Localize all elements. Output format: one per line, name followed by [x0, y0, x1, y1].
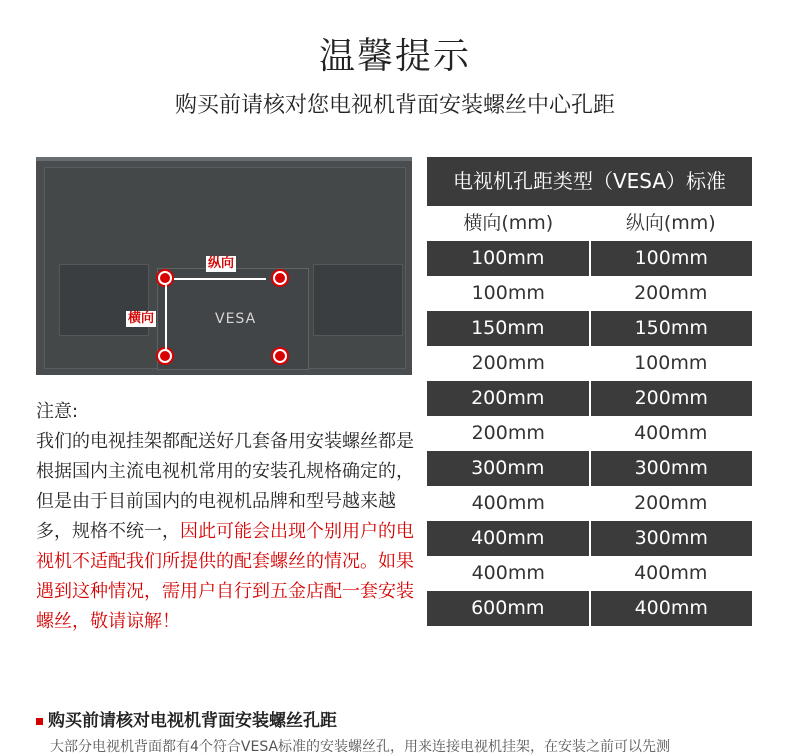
notes-body: 我们的电视挂架都配送好几套备用安装螺丝都是根据国内主流电视机常用的安装孔规格确定的，但是由于目前国内的电视机品牌和型号越来越多，规格不统一，: [36, 431, 414, 542]
section-heading-text: 购买前请核对电视机背面安装螺丝孔距: [48, 711, 337, 731]
table-row: [427, 241, 752, 276]
table-cell-vertical: 400mm: [589, 591, 753, 626]
page-title: 温馨提示: [318, 36, 471, 77]
mount-hole-bottom-left: [158, 349, 172, 363]
table-cell-horizontal: 600mm: [427, 591, 589, 626]
vesa-standard-table: [427, 157, 752, 626]
table-row: [427, 346, 752, 381]
page-subtitle: 购买前请核对您电视机背面安装螺丝中心孔距: [174, 93, 615, 118]
notes-block: [36, 397, 421, 637]
table-cell-vertical: 300mm: [589, 521, 753, 556]
table-cell-horizontal: 200mm: [471, 422, 545, 444]
table-cell-horizontal: 200mm: [427, 381, 589, 416]
table-column-headers: [427, 206, 752, 241]
section-heading: [36, 706, 337, 731]
table-cell-vertical: 150mm: [589, 311, 753, 346]
table-cell-horizontal: 150mm: [427, 311, 589, 346]
section-text: 大部分电视机背面都有4个符合VESA标准的安装螺丝孔，用来连接电视机挂架，在安装之前可以先测: [50, 739, 671, 755]
table-cell-vertical: 400mm: [634, 422, 708, 444]
table-cell-vertical: 200mm: [634, 282, 708, 304]
table-row: [427, 486, 752, 521]
table-cell-vertical: 300mm: [589, 451, 753, 486]
mount-hole-top-left: [158, 271, 172, 285]
table-row: [427, 381, 752, 416]
table-cell-horizontal: 400mm: [471, 492, 545, 514]
table-row: [427, 276, 752, 311]
notes-label: 注意:: [36, 401, 79, 422]
horizontal-tag: 纵向: [208, 256, 235, 271]
tv-panel-right: [313, 264, 403, 336]
red-square-bullet-icon: [36, 718, 43, 725]
notes-warning: 因此可能会出现个别用户的电视机不适配我们所提供的配套螺丝的情况。如果遇到这种情况，需用户自行到五金店配一套安装螺丝，敬请谅解！: [36, 521, 414, 632]
table-cell-vertical: 400mm: [634, 562, 708, 584]
table-cell-horizontal: 300mm: [427, 451, 589, 486]
table-cell-horizontal: 100mm: [471, 282, 545, 304]
table-cell-horizontal: 400mm: [427, 521, 589, 556]
table-cell-horizontal: 100mm: [427, 241, 589, 276]
table-row: [427, 556, 752, 591]
table-row: [427, 451, 752, 486]
table-row: [427, 591, 752, 626]
table-cell-horizontal: 400mm: [471, 562, 545, 584]
table-title: 电视机孔距类型（VESA）标准: [427, 157, 752, 206]
table-row: [427, 416, 752, 451]
vertical-tag: 横向: [128, 311, 155, 326]
table-cell-vertical: 200mm: [634, 492, 708, 514]
table-cell-horizontal: 200mm: [471, 352, 545, 374]
column-header-horizontal: 横向(mm): [463, 212, 554, 234]
horizontal-distance-arrow: [174, 278, 266, 280]
table-row: [427, 521, 752, 556]
table-cell-vertical: 100mm: [589, 241, 753, 276]
table-row: [427, 311, 752, 346]
mount-hole-bottom-right: [273, 349, 287, 363]
mount-hole-top-right: [273, 271, 287, 285]
vesa-label: VESA: [215, 311, 257, 327]
vertical-distance-arrow: [165, 285, 167, 350]
column-header-vertical: 纵向(mm): [625, 212, 716, 234]
table-cell-vertical: 200mm: [589, 381, 753, 416]
table-cell-vertical: 100mm: [634, 352, 708, 374]
